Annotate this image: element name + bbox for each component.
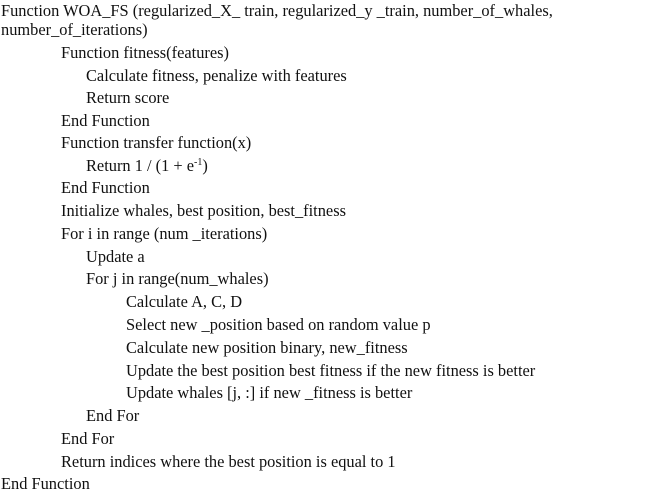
pseudocode-line-calculate-fitness: Calculate fitness, penalize with features bbox=[86, 66, 347, 85]
pseudocode-line-initialize: Initialize whales, best position, best_fitness bbox=[61, 201, 346, 220]
return-transfer-closing: ) bbox=[202, 156, 208, 175]
pseudocode-line-for-iterations: For i in range (num _iterations) bbox=[61, 224, 268, 243]
return-transfer-text: Return 1 / (1 + e bbox=[86, 156, 195, 175]
pseudocode-line-function-header: Function WOA_FS (regularized_X_ train, regularized_y _train, number_of_whales, bbox=[1, 1, 553, 20]
pseudocode-line-select-position: Select new _position based on random value p bbox=[126, 315, 431, 334]
pseudocode-line-return-transfer bbox=[86, 155, 208, 177]
pseudocode-line-update-a: Update a bbox=[86, 247, 145, 266]
pseudocode-line-calculate-binary: Calculate new position binary, new_fitness bbox=[126, 338, 408, 357]
pseudocode-line-transfer-function: Function transfer function(x) bbox=[61, 133, 252, 152]
pseudocode-line-end-function: End Function bbox=[61, 111, 150, 130]
exponent-superscript: -1 bbox=[194, 157, 203, 168]
pseudocode-line-for-whales: For j in range(num_whales) bbox=[86, 269, 269, 288]
pseudocode-line-calculate-acd: Calculate A, C, D bbox=[126, 292, 243, 311]
pseudocode-line-end-function-final: End Function bbox=[1, 474, 90, 493]
pseudocode-line-update-whales: Update whales [j, :] if new _fitness is better bbox=[126, 383, 413, 402]
pseudocode-line-end-for-inner: End For bbox=[86, 406, 140, 425]
pseudocode-line-fitness-function: Function fitness(features) bbox=[61, 43, 229, 62]
pseudocode-line-end-for-outer: End For bbox=[61, 429, 115, 448]
pseudocode-line-return-score: Return score bbox=[86, 88, 170, 107]
pseudocode-line-return-indices: Return indices where the best position is equal to 1 bbox=[61, 452, 396, 471]
pseudocode-line-update-best: Update the best position best fitness if the new fitness is better bbox=[126, 361, 536, 380]
pseudocode-line-function-header-continued: number_of_iterations) bbox=[1, 20, 148, 39]
pseudocode-line-end-function: End Function bbox=[61, 178, 150, 197]
